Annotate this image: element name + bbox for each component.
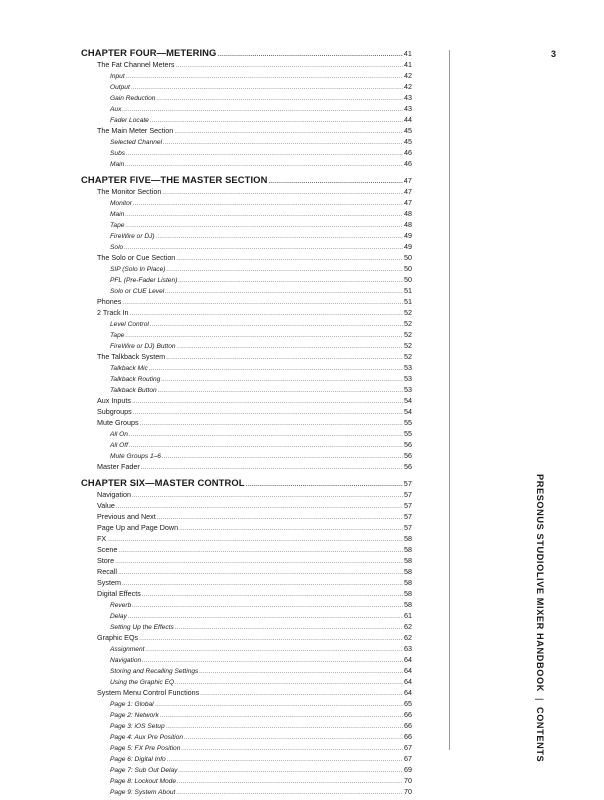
toc-entry-page-number: 49 — [404, 242, 412, 251]
dot-leader — [165, 287, 403, 298]
toc-subsection-entry[interactable] — [81, 274, 412, 285]
dot-leader — [129, 441, 403, 452]
toc-entry-page-number: 54 — [404, 396, 412, 405]
toc-entry-label: The Solo or Cue Section — [97, 253, 176, 262]
dot-leader — [132, 601, 403, 612]
toc-entry-label: Reverb — [110, 602, 132, 609]
dot-leader — [115, 557, 403, 568]
dot-leader — [142, 590, 403, 601]
dot-leader — [126, 149, 403, 160]
dot-leader — [116, 502, 403, 513]
toc-entry-page-number: 46 — [404, 148, 412, 157]
dot-leader — [175, 623, 403, 634]
toc-subsection-entry[interactable] — [81, 219, 412, 230]
column-divider — [449, 50, 450, 750]
toc-entry-page-number: 67 — [404, 743, 412, 752]
toc-entry-label: System — [97, 578, 121, 587]
toc-entry-page-number: 52 — [404, 352, 412, 361]
dot-leader — [177, 342, 403, 353]
dot-leader — [149, 364, 403, 375]
toc-entry-label: Talkback Routing — [110, 376, 161, 383]
table-of-contents — [81, 46, 412, 797]
toc-entry-page-number: 64 — [404, 677, 412, 686]
toc-entry-label: Subs — [110, 150, 126, 157]
toc-entry-label: The Main Meter Section — [97, 126, 174, 135]
dot-leader — [122, 579, 403, 590]
toc-entry-label: The Monitor Section — [97, 187, 162, 196]
toc-subsection-entry[interactable] — [81, 709, 412, 720]
toc-entry-page-number: 42 — [404, 82, 412, 91]
toc-subsection-entry[interactable] — [81, 197, 412, 208]
toc-entry-page-number: 58 — [404, 534, 412, 543]
toc-entry-label: PFL (Pre-Fader Listen) — [110, 277, 178, 284]
dot-leader — [125, 210, 403, 221]
toc-entry-label: Solo or CUE Level — [110, 288, 165, 295]
toc-entry-page-number: 52 — [404, 308, 412, 317]
toc-entry-label: Digital Effects — [97, 589, 141, 598]
toc-entry-label: CHAPTER FOUR—METERING — [81, 47, 217, 58]
toc-entry-page-number: 66 — [404, 721, 412, 730]
toc-entry-page-number: 65 — [404, 699, 412, 708]
toc-subsection-entry[interactable] — [81, 621, 412, 632]
toc-subsection-entry[interactable] — [81, 654, 412, 665]
book-title: PRESONUS STUDIOLIVE MIXER HANDBOOK — [535, 474, 545, 692]
toc-entry-page-number: 53 — [404, 385, 412, 394]
toc-entry-label: Output — [110, 84, 130, 91]
toc-entry-page-number: 50 — [404, 275, 412, 284]
dot-leader — [141, 463, 403, 474]
toc-chapter-entry[interactable] — [81, 476, 412, 489]
toc-entry-page-number: 64 — [404, 688, 412, 697]
toc-entry-label: CHAPTER FIVE—THE MASTER SECTION — [81, 174, 268, 185]
toc-section-entry[interactable] — [81, 351, 412, 362]
toc-subsection-entry[interactable] — [81, 285, 412, 296]
toc-subsection-entry[interactable] — [81, 263, 412, 274]
toc-entry-label: Page 7: Sub Out Delay — [110, 767, 178, 774]
toc-subsection-entry[interactable] — [81, 362, 412, 373]
toc-entry-page-number: 62 — [404, 633, 412, 642]
toc-entry-page-number: 55 — [404, 429, 412, 438]
dot-leader — [133, 408, 403, 419]
dot-leader — [156, 94, 403, 105]
dot-leader — [200, 689, 403, 700]
toc-subsection-entry[interactable] — [81, 384, 412, 395]
toc-subsection-entry[interactable] — [81, 241, 412, 252]
dot-leader — [122, 298, 403, 309]
toc-entry-page-number: 58 — [404, 578, 412, 587]
toc-entry-label: CHAPTER SIX—MASTER CONTROL — [81, 477, 245, 488]
dot-leader — [176, 61, 403, 72]
toc-entry-label: Assignment — [110, 646, 145, 653]
toc-entry-label: Phones — [97, 297, 122, 306]
toc-entry-label: Page Up and Page Down — [97, 523, 179, 532]
toc-subsection-entry[interactable] — [81, 742, 412, 753]
toc-entry-label: Mute Groups 1–6 — [110, 453, 161, 460]
page-number: 3 — [551, 49, 557, 59]
dot-leader — [118, 546, 403, 557]
toc-entry-label: Page 1: Global — [110, 701, 154, 708]
toc-entry-label: Tape — [110, 332, 125, 339]
toc-entry-label: Main — [110, 211, 125, 218]
toc-entry-label: Level Control — [110, 321, 149, 328]
toc-entry-page-number: 50 — [404, 253, 412, 262]
toc-entry-page-number: 69 — [404, 765, 412, 774]
toc-section-entry[interactable] — [81, 687, 412, 698]
toc-entry-page-number: 63 — [404, 644, 412, 653]
toc-entry-label: 2 Track In — [97, 308, 129, 317]
dot-leader — [156, 232, 403, 243]
dot-leader — [175, 678, 403, 689]
toc-entry-label: Value — [97, 501, 115, 510]
toc-entry-label: Page 4: Aux Pre Position — [110, 734, 184, 741]
toc-entry-page-number: 50 — [404, 264, 412, 273]
toc-entry-page-number: 66 — [404, 732, 412, 741]
dot-leader — [163, 138, 403, 149]
dot-leader — [118, 568, 403, 579]
toc-entry-label: Storing and Recalling Settings — [110, 668, 199, 675]
toc-subsection-entry[interactable] — [81, 318, 412, 329]
dot-leader — [178, 276, 403, 287]
dot-leader — [167, 755, 403, 766]
toc-entry-page-number: 52 — [404, 319, 412, 328]
toc-section-entry[interactable] — [81, 511, 412, 522]
dot-leader — [161, 375, 403, 386]
toc-entry-page-number: 45 — [404, 137, 412, 146]
dot-leader — [179, 524, 403, 535]
toc-entry-page-number: 45 — [404, 126, 412, 135]
toc-section-entry[interactable] — [81, 500, 412, 511]
dot-leader — [160, 711, 403, 722]
toc-subsection-entry[interactable] — [81, 92, 412, 103]
toc-subsection-entry[interactable] — [81, 665, 412, 676]
toc-entry-label: Page 9: System About — [110, 789, 176, 796]
toc-entry-label: Page 6: Digital Info — [110, 756, 166, 763]
dot-leader — [181, 744, 403, 755]
toc-subsection-entry[interactable] — [81, 753, 412, 764]
toc-entry-page-number: 52 — [404, 341, 412, 350]
toc-subsection-entry[interactable] — [81, 428, 412, 439]
toc-entry-page-number: 57 — [404, 490, 412, 499]
toc-section-entry[interactable] — [81, 577, 412, 588]
toc-subsection-entry[interactable] — [81, 676, 412, 687]
toc-entry-page-number: 52 — [404, 330, 412, 339]
toc-entry-label: Store — [97, 556, 115, 565]
toc-entry-label: Previous and Next — [97, 512, 156, 521]
toc-entry-page-number: 53 — [404, 363, 412, 372]
toc-subsection-entry[interactable] — [81, 103, 412, 114]
toc-section-entry[interactable] — [81, 544, 412, 555]
dot-leader — [130, 309, 403, 320]
dot-leader — [145, 645, 403, 656]
dot-leader — [107, 535, 403, 546]
running-side-title — [535, 474, 545, 762]
toc-section-entry[interactable] — [81, 533, 412, 544]
toc-subsection-entry[interactable] — [81, 599, 412, 610]
toc-section-entry[interactable] — [81, 296, 412, 307]
toc-entry-page-number: 41 — [404, 60, 412, 69]
toc-section-entry[interactable] — [81, 417, 412, 428]
dot-leader — [166, 353, 403, 364]
toc-entry-label: FireWire or DJ) — [110, 233, 155, 240]
toc-section-entry[interactable] — [81, 489, 412, 500]
dot-leader — [184, 733, 403, 744]
dot-leader — [166, 722, 403, 733]
toc-entry-label: Gain Reduction — [110, 95, 156, 102]
toc-entry-label: Monitor — [110, 200, 132, 207]
dot-leader — [122, 105, 403, 116]
toc-entry-page-number: 58 — [404, 567, 412, 576]
dot-leader — [166, 265, 403, 276]
toc-entry-page-number: 64 — [404, 666, 412, 675]
toc-entry-page-number: 47 — [403, 176, 412, 185]
toc-entry-page-number: 61 — [404, 611, 412, 620]
toc-section-entry[interactable] — [81, 522, 412, 533]
dot-leader — [157, 513, 403, 524]
toc-subsection-entry[interactable] — [81, 450, 412, 461]
toc-section-entry[interactable] — [81, 59, 412, 70]
toc-subsection-entry[interactable] — [81, 786, 412, 797]
toc-subsection-entry[interactable] — [81, 136, 412, 147]
toc-subsection-entry[interactable] — [81, 70, 412, 81]
toc-entry-label: FireWire or DJ) Button — [110, 343, 176, 350]
toc-subsection-entry[interactable] — [81, 720, 412, 731]
toc-section-entry[interactable] — [81, 406, 412, 417]
toc-entry-label: Page 8: Lockout Mode — [110, 778, 176, 785]
toc-entry-label: Tape — [110, 222, 125, 229]
toc-entry-label: Aux Inputs — [97, 396, 131, 405]
toc-entry-label: The Talkback System — [97, 352, 166, 361]
dot-leader — [155, 700, 403, 711]
dot-leader — [125, 160, 403, 171]
toc-entry-label: Fader Locate — [110, 117, 149, 124]
toc-subsection-entry[interactable] — [81, 208, 412, 219]
dot-leader — [199, 667, 403, 678]
toc-entry-label: Solo — [110, 244, 124, 251]
toc-entry-label: Delay — [110, 613, 127, 620]
toc-entry-label: All Off — [110, 442, 128, 449]
dot-leader — [150, 320, 403, 331]
toc-entry-page-number: 70 — [404, 787, 412, 796]
dot-leader — [126, 72, 403, 83]
dot-leader — [150, 116, 403, 127]
dot-leader — [131, 83, 403, 94]
toc-entry-page-number: 56 — [404, 440, 412, 449]
toc-entry-label: Talkback Mic — [110, 365, 148, 372]
toc-subsection-entry[interactable] — [81, 373, 412, 384]
toc-section-entry[interactable] — [81, 186, 412, 197]
toc-section-entry[interactable] — [81, 307, 412, 318]
toc-entry-label: Page 2: Network — [110, 712, 159, 719]
toc-entry-label: Input — [110, 73, 125, 80]
dot-leader — [176, 254, 403, 265]
toc-entry-page-number: 51 — [404, 286, 412, 295]
toc-section-entry[interactable] — [81, 125, 412, 136]
toc-section-entry[interactable] — [81, 588, 412, 599]
toc-chapter-entry[interactable] — [81, 173, 412, 186]
toc-entry-page-number: 62 — [404, 622, 412, 631]
toc-entry-page-number: 58 — [404, 556, 412, 565]
dot-leader — [125, 221, 403, 232]
toc-entry-label: Mute Groups — [97, 418, 139, 427]
toc-entry-page-number: 51 — [404, 297, 412, 306]
toc-entry-label: All On — [110, 431, 128, 438]
toc-subsection-entry[interactable] — [81, 764, 412, 775]
toc-entry-label: Subgroups — [97, 407, 132, 416]
toc-subsection-entry[interactable] — [81, 114, 412, 125]
dot-leader — [140, 419, 403, 430]
toc-entry-page-number: 44 — [404, 115, 412, 124]
toc-entry-page-number: 48 — [404, 220, 412, 229]
toc-entry-page-number: 58 — [404, 545, 412, 554]
toc-entry-page-number: 48 — [404, 209, 412, 218]
toc-entry-label: SIP (Solo In Place) — [110, 266, 166, 273]
toc-subsection-entry[interactable] — [81, 81, 412, 92]
toc-entry-page-number: 53 — [404, 374, 412, 383]
title-separator: | — [535, 697, 545, 701]
toc-subsection-entry[interactable] — [81, 439, 412, 450]
toc-section-entry[interactable] — [81, 461, 412, 472]
toc-entry-label: Main — [110, 161, 125, 168]
dot-leader — [177, 777, 403, 788]
dot-leader — [139, 634, 403, 645]
toc-entry-page-number: 43 — [404, 93, 412, 102]
toc-entry-label: Aux — [110, 106, 122, 113]
toc-subsection-entry[interactable] — [81, 147, 412, 158]
toc-subsection-entry[interactable] — [81, 230, 412, 241]
toc-entry-page-number: 41 — [403, 49, 412, 58]
toc-entry-label: Selected Channel — [110, 139, 163, 146]
toc-entry-label: FX — [97, 534, 107, 543]
toc-entry-page-number: 66 — [404, 710, 412, 719]
toc-entry-label: Graphic EQs — [97, 633, 139, 642]
toc-entry-label: Page 3: iOS Setup — [110, 723, 165, 730]
toc-entry-page-number: 58 — [404, 589, 412, 598]
toc-entry-label: The Fat Channel Meters — [97, 60, 175, 69]
dot-leader — [174, 127, 403, 138]
dot-leader — [132, 397, 403, 408]
toc-subsection-entry[interactable] — [81, 610, 412, 621]
toc-entry-page-number: 57 — [404, 523, 412, 532]
toc-entry-page-number: 57 — [404, 501, 412, 510]
section-title: CONTENTS — [535, 706, 545, 763]
toc-section-entry[interactable] — [81, 252, 412, 263]
toc-entry-page-number: 42 — [404, 71, 412, 80]
toc-entry-label: Master Fader — [97, 462, 140, 471]
toc-entry-page-number: 57 — [403, 479, 412, 488]
toc-entry-page-number: 43 — [404, 104, 412, 113]
toc-entry-page-number: 56 — [404, 462, 412, 471]
toc-entry-page-number: 58 — [404, 600, 412, 609]
dot-leader — [176, 788, 403, 799]
toc-entry-page-number: 67 — [404, 754, 412, 763]
toc-entry-label: Scene — [97, 545, 118, 554]
toc-subsection-entry[interactable] — [81, 731, 412, 742]
toc-entry-page-number: 70 — [404, 776, 412, 785]
toc-entry-label: Recall — [97, 567, 117, 576]
toc-subsection-entry[interactable] — [81, 340, 412, 351]
dot-leader — [129, 430, 403, 441]
toc-subsection-entry[interactable] — [81, 698, 412, 709]
toc-entry-page-number: 46 — [404, 159, 412, 168]
toc-subsection-entry[interactable] — [81, 775, 412, 786]
toc-subsection-entry[interactable] — [81, 158, 412, 169]
toc-subsection-entry[interactable] — [81, 329, 412, 340]
dot-leader — [132, 491, 403, 502]
toc-entry-page-number: 56 — [404, 451, 412, 460]
toc-subsection-entry[interactable] — [81, 643, 412, 654]
toc-entry-page-number: 57 — [404, 512, 412, 521]
toc-entry-label: Setting Up the Effects — [110, 624, 174, 631]
toc-section-entry[interactable] — [81, 632, 412, 643]
toc-entry-label: Navigation — [110, 657, 142, 664]
dot-leader — [178, 766, 403, 777]
dot-leader — [162, 452, 403, 463]
toc-entry-page-number: 55 — [404, 418, 412, 427]
toc-entry-label: System Menu Control Functions — [97, 688, 200, 697]
toc-entry-page-number: 47 — [404, 198, 412, 207]
toc-entry-label: Talkback Button — [110, 387, 157, 394]
dot-leader — [158, 386, 403, 397]
toc-section-entry[interactable] — [81, 395, 412, 406]
toc-entry-label: Page 5: FX Pre Position — [110, 745, 181, 752]
dot-leader — [133, 199, 403, 210]
toc-entry-page-number: 54 — [404, 407, 412, 416]
toc-entry-page-number: 49 — [404, 231, 412, 240]
toc-entry-label: Using the Graphic EQ — [110, 679, 175, 686]
toc-entry-label: Navigation — [97, 490, 131, 499]
toc-chapter-entry[interactable] — [81, 46, 412, 59]
toc-section-entry[interactable] — [81, 566, 412, 577]
toc-entry-page-number: 47 — [404, 187, 412, 196]
toc-section-entry[interactable] — [81, 555, 412, 566]
dot-leader — [162, 188, 403, 199]
toc-entry-page-number: 64 — [404, 655, 412, 664]
